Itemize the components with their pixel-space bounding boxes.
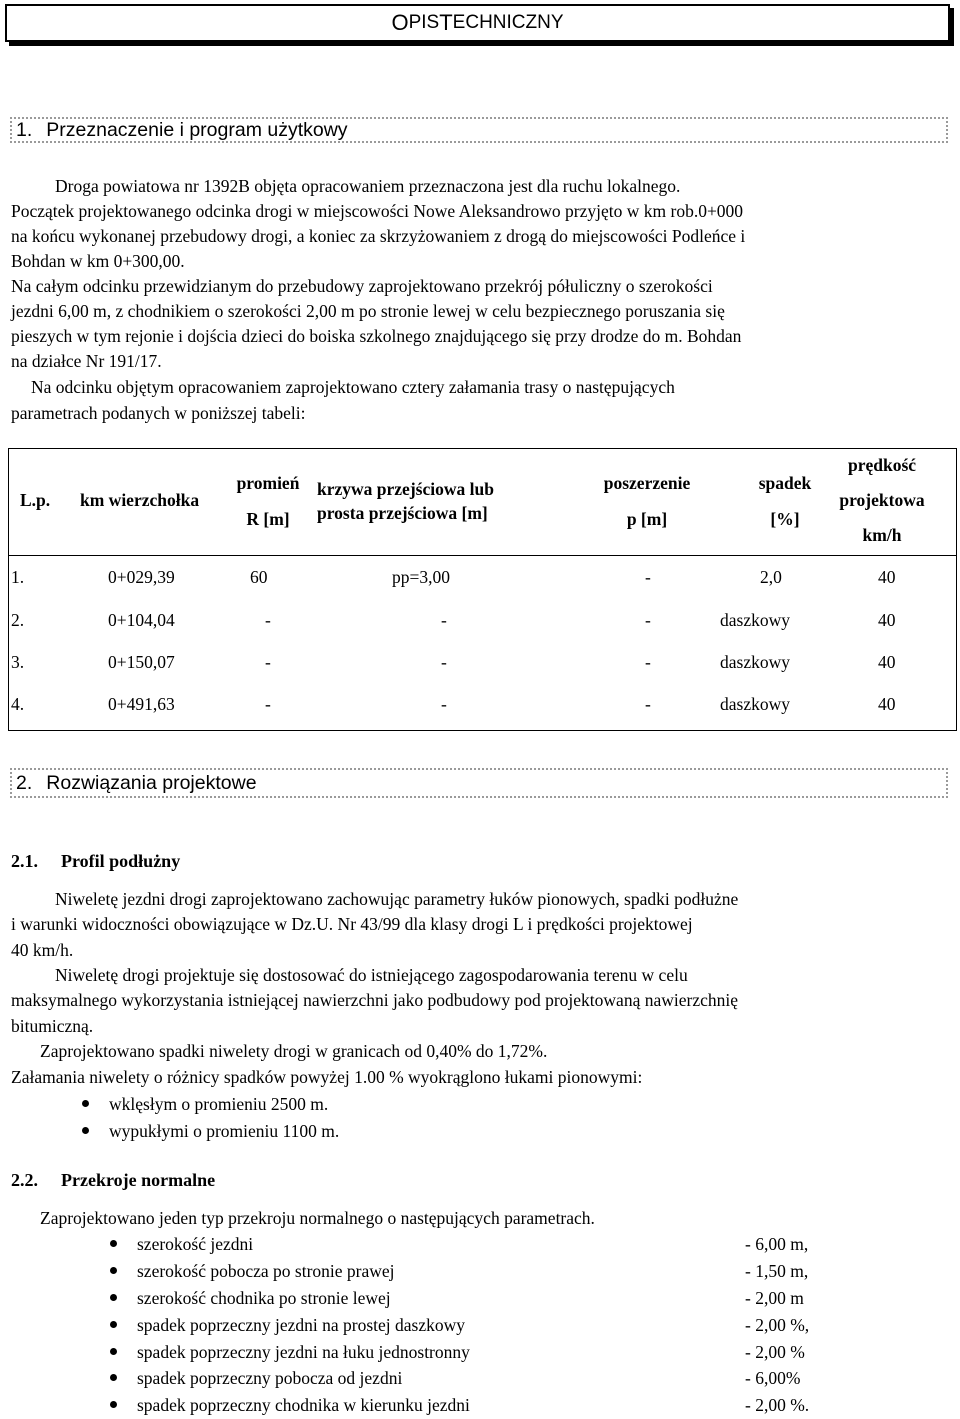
document-title: O PIS T ECHNICZNY (5, 4, 950, 42)
cell-p: - (645, 652, 651, 672)
cell-spadek: daszkowy (720, 694, 790, 714)
cell-krzywa: - (441, 652, 447, 672)
cell-lp: 2. (11, 610, 25, 630)
param-item: spadek poprzeczny chodnika w kierunku jezdni (110, 1395, 470, 1416)
bullet-icon (110, 1374, 117, 1381)
bullet-icon (82, 1127, 89, 1134)
s1-line: na działce Nr 191/17. (11, 351, 162, 371)
s21-line: maksymalnego wykorzystania istniejącej nawierzchni jako podbudowy pod projektowaną nawierzchnię (11, 990, 738, 1010)
param-value: - 6,00 m, (745, 1234, 809, 1254)
cell-krzywa: - (441, 694, 447, 714)
subsection-2-1-heading: 2.1. Profil podłużny (11, 851, 181, 871)
cell-p: - (645, 567, 651, 587)
cell-spadek: daszkowy (720, 610, 790, 630)
param-value: - 2,00 %. (745, 1395, 810, 1415)
section-1-heading: 1. Przeznaczenie i program użytkowy (10, 117, 948, 143)
cell-v: 40 (878, 567, 896, 587)
bullet-icon (110, 1348, 117, 1355)
cell-km: 0+150,07 (108, 652, 175, 672)
s1-line: pieszych w tym rejonie i dojścia dzieci do boiska szkolnego znajdującego się przy drodze do m. Bohdan (11, 326, 742, 346)
bullet-icon (82, 1100, 89, 1107)
th-poszerzenie: poszerzenie p [m] (603, 473, 691, 529)
param-item: spadek poprzeczny jezdni na prostej daszkowy (110, 1315, 465, 1336)
cell-v: 40 (878, 652, 896, 672)
bullet-icon (110, 1240, 117, 1247)
th-promien: promień R [m] (236, 473, 300, 529)
cell-km: 0+029,39 (108, 567, 175, 587)
cell-lp: 3. (11, 652, 25, 672)
cell-p: - (645, 610, 651, 630)
s21-line: Niweletę jezdni drogi zaprojektowano zachowując parametry łuków pionowych, spadki podłużne (55, 889, 739, 909)
cell-v: 40 (878, 694, 896, 714)
bullet-icon (110, 1294, 117, 1301)
s1-line: Na całym odcinku przewidzianym do przebudowy zaprojektowano przekrój półuliczny o szerokości (11, 276, 713, 296)
s22-intro: Zaprojektowano jeden typ przekroju normalnego o następujących parametrach. (40, 1208, 595, 1228)
bullet-item: wypukłymi o promieniu 1100 m. (82, 1121, 339, 1142)
section-2-heading: 2. Rozwiązania projektowe (10, 768, 948, 798)
param-item: szerokość jezdni (110, 1234, 253, 1255)
s21-line: bitumiczną. (11, 1016, 94, 1036)
param-value: - 2,00 %, (745, 1315, 810, 1335)
cell-r: - (265, 694, 271, 714)
th-lp: L.p. (20, 490, 51, 510)
param-value: - 2,00 m (745, 1288, 804, 1308)
cell-lp: 4. (11, 694, 25, 714)
s21-line: Niweletę drogi projektuje się dostosować do istniejącego zagospodarowania terenu w celu (55, 965, 688, 985)
param-item: szerokość pobocza po stronie prawej (110, 1261, 395, 1282)
cell-km: 0+491,63 (108, 694, 175, 714)
param-value: - 2,00 % (745, 1342, 805, 1362)
param-item: spadek poprzeczny pobocza od jezdni (110, 1368, 402, 1389)
param-value: - 1,50 m, (745, 1261, 809, 1281)
cell-r: - (265, 652, 271, 672)
s1-line: Droga powiatowa nr 1392B objęta opracowaniem przeznaczona jest dla ruchu lokalnego. (55, 176, 681, 196)
cell-v: 40 (878, 610, 896, 630)
cell-krzywa: pp=3,00 (392, 567, 450, 587)
bullet-icon (110, 1401, 117, 1408)
param-value: - 6,00% (745, 1368, 801, 1388)
cell-r: 60 (250, 567, 268, 587)
bullet-item: wklęsłym o promieniu 2500 m. (82, 1094, 328, 1115)
s1-line: parametrach podanych w poniższej tabeli: (11, 403, 306, 423)
th-predkosc: prędkość projektowa km/h (839, 455, 925, 545)
subsection-2-2-heading: 2.2. Przekroje normalne (11, 1170, 216, 1190)
param-item: spadek poprzeczny jezdni na łuku jednostronny (110, 1342, 470, 1363)
bullet-icon (110, 1321, 117, 1328)
cell-p: - (645, 694, 651, 714)
bullet-icon (110, 1267, 117, 1274)
th-km: km wierzchołka (80, 490, 200, 510)
s1-line: Początek projektowanego odcinka drogi w miejscowości Nowe Aleksandrowo przyjęto w km rob.0+000 (11, 201, 744, 221)
s21-line: i warunki widoczności obowiązujące w Dz.U. Nr 43/99 dla klasy drogi L i prędkości projektowej (11, 914, 693, 934)
cell-spadek: 2,0 (760, 567, 782, 587)
s21-line: Załamania niwelety o różnicy spadków powyżej 1.00 % wyokrąglono łukami pionowymi: (11, 1067, 643, 1087)
cell-lp: 1. (11, 567, 25, 587)
th-krzywa: krzywa przejściowa lub prosta przejściowa [m] (317, 479, 494, 523)
s1-line: Na odcinku objętym opracowaniem zaprojektowano cztery załamania trasy o następujących (31, 377, 675, 397)
cell-km: 0+104,04 (108, 610, 175, 630)
s1-line: jezdni 6,00 m, z chodnikiem o szerokości 2,00 m po stronie lewej w celu bezpiecznego poruszania się (11, 301, 725, 321)
cell-krzywa: - (441, 610, 447, 630)
cell-spadek: daszkowy (720, 652, 790, 672)
th-spadek: spadek [%] (758, 473, 812, 529)
cell-r: - (265, 610, 271, 630)
param-item: szerokość chodnika po stronie lewej (110, 1288, 391, 1309)
s21-line: 40 km/h. (11, 940, 74, 960)
s1-line: na końcu wykonanej przebudowy drogi, a koniec za skrzyżowaniem z drogą do miejscowości Podleńce i (11, 226, 746, 246)
s21-line: Zaprojektowano spadki niwelety drogi w granicach od 0,40% do 1,72%. (40, 1041, 548, 1061)
s1-line: Bohdan w km 0+300,00. (11, 251, 185, 271)
